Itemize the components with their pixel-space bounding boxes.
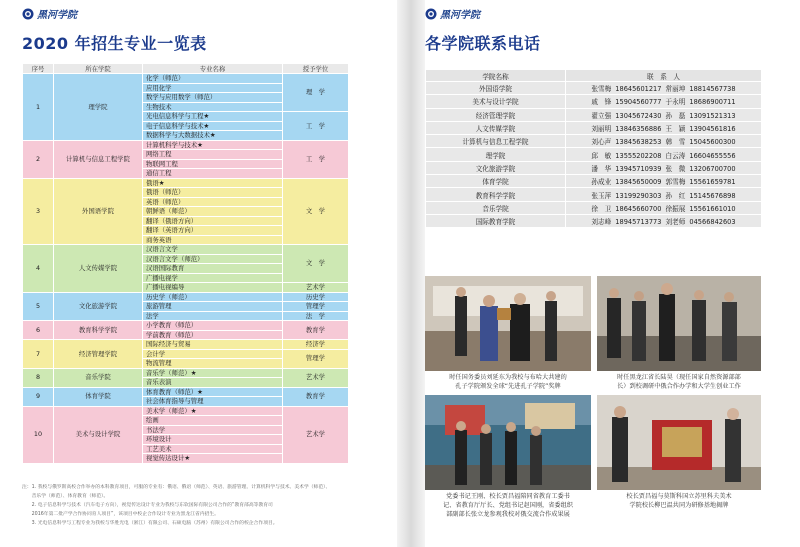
major-name: 广播电视编导: [143, 283, 283, 293]
degree-name: 历史学: [283, 292, 349, 302]
contact-row: [426, 175, 762, 188]
major-name: 音乐表演: [143, 378, 283, 388]
caption-line: 长）到校调研中俄合作办学和大学生创业工作: [617, 383, 741, 390]
contact-college: 经济管理学院: [426, 108, 566, 121]
contact-college: 文化旅游学院: [426, 161, 566, 174]
major-name: 翻译（英语方向）: [143, 226, 283, 236]
photo-caption: [425, 492, 591, 519]
college-name: 人文传媒学院: [54, 245, 143, 293]
photo-award-ceremony: [425, 276, 591, 371]
major-name: 工艺美术: [143, 444, 283, 454]
major-name: 朝鲜语（师范）: [143, 207, 283, 217]
majors-header-cell: 授予学位: [283, 64, 349, 74]
contact-row: [426, 95, 762, 108]
page-title-contacts: 各学院联系电话: [425, 34, 541, 53]
photo-governor-visit: [597, 276, 761, 371]
group-number: 10: [23, 406, 54, 463]
degree-name: 工 学: [283, 140, 349, 178]
college-name: 教育科学学院: [54, 321, 143, 340]
school-name: 黑河学院: [440, 10, 480, 21]
major-name: 旅游管理: [143, 302, 283, 312]
contact-college: 外国语学院: [426, 82, 566, 95]
footnote-line: 2. 电子信息科学与技术（汽车电子方向），视觉传达设计专业为我校与东软国际有限公司合作的“教育部高等教育司: [22, 503, 273, 508]
group-number: 4: [23, 245, 54, 293]
major-name: 化学（师范）: [143, 74, 283, 84]
degree-name: 法 学: [283, 311, 349, 321]
caption-line: 记、省教育厅厅长、党组书记赵国刚，省委组织: [443, 502, 573, 509]
major-name: 商务英语: [143, 235, 283, 245]
footnotes: [22, 483, 372, 528]
contact-row: [426, 214, 762, 227]
caption-line: 部副部长张立龙参观我校对俄交流合作成果展: [446, 511, 570, 518]
major-name: 小学教育（师范）: [143, 321, 283, 331]
contact-persons: 邱 敏 13555202208 白云涛 16604655556: [566, 148, 762, 161]
caption-line: 孔子学院颁发全球“先进孔子学院”奖牌: [455, 383, 561, 390]
major-name: 数学与应用数学（师范）: [143, 93, 283, 103]
major-row: [23, 406, 349, 416]
degree-name: 教育学: [283, 387, 349, 406]
major-name: 俄语★: [143, 178, 283, 188]
major-name: 汉语国际教育: [143, 264, 283, 274]
contact-persons: 潘 华 13945710939 张 微 13206700700: [566, 161, 762, 174]
major-name: 计算机科学与技术★: [143, 140, 283, 150]
photo-caption: [425, 373, 591, 391]
footnote-line: 2016年第二批产学合作协同育人项目”，该项目中校企合作设计专业为黑龙江省内招生。: [22, 512, 219, 517]
major-name: 英语（师范）: [143, 197, 283, 207]
degree-name: 工 学: [283, 112, 349, 141]
school-emblem-icon: [425, 8, 437, 20]
header-contact: 联 系 人: [566, 70, 762, 82]
footnote-line: 3. 光电信息科学与工程专业为我校与华胜光电（浙江）有限公司、石硕电脑（苏州）有限公司合作的校企合作项目。: [22, 521, 278, 526]
school-logo-left: [22, 6, 77, 21]
major-name: 光电信息科学与工程★: [143, 112, 283, 122]
major-name: 物联网工程: [143, 159, 283, 169]
contact-persons: 张玉萍 13199290303 孙 红 15145676898: [566, 188, 762, 201]
contact-college: 教育科学学院: [426, 188, 566, 201]
contacts-table: [425, 69, 762, 228]
contact-row: [426, 135, 762, 148]
college-name: 理学院: [54, 74, 143, 141]
contact-college: 理学院: [426, 148, 566, 161]
major-name: 环境设计: [143, 435, 283, 445]
major-name: 国际经济与贸易: [143, 340, 283, 350]
group-number: 7: [23, 340, 54, 369]
major-name: 网络工程: [143, 150, 283, 160]
group-number: 1: [23, 74, 54, 141]
major-name: 学前教育（师范）: [143, 330, 283, 340]
college-name: 外国语学院: [54, 178, 143, 245]
major-name: 绘画: [143, 416, 283, 426]
group-number: 5: [23, 292, 54, 321]
major-name: 电子信息科学与技术★: [143, 121, 283, 131]
major-row: [23, 340, 349, 350]
caption-line: 学院校长柳巴温共同为研修基地揭牌: [629, 502, 729, 509]
group-number: 2: [23, 140, 54, 178]
major-name: 汉语言文学: [143, 245, 283, 255]
page-title-majors: 2020 年招生专业一览表: [22, 34, 207, 53]
major-row: [23, 245, 349, 255]
contact-row: [426, 108, 762, 121]
contact-college: 计算机与信息工程学院: [426, 135, 566, 148]
degree-name: 艺术学: [283, 368, 349, 387]
contact-persons: 翟立强 13045672430 孙 磊 13091521313: [566, 108, 762, 121]
contact-persons: 戚 锋 15904560777 于永明 18686900711: [566, 95, 762, 108]
contact-persons: 刘丽明 13846356886 王 颖 13904561816: [566, 121, 762, 134]
contact-persons: 刘志峰 18945713773 刘老师 04566842603: [566, 214, 762, 227]
major-name: 体育教育（师范）★: [143, 387, 283, 397]
major-name: 通信工程: [143, 169, 283, 179]
major-row: [23, 387, 349, 397]
college-name: 美术与设计学院: [54, 406, 143, 463]
caption-line: 党委书记王刚、校长贾昌福陪同省教育工委书: [446, 493, 570, 500]
major-name: 书法学: [143, 425, 283, 435]
contact-persons: 张雪梅 18645601217 常丽坤 18814567738: [566, 82, 762, 95]
majors-header-cell: 序号: [23, 64, 54, 74]
degree-name: 理 学: [283, 74, 349, 112]
group-number: 8: [23, 368, 54, 387]
major-name: 美术学（师范）★: [143, 406, 283, 416]
major-name: 法学: [143, 311, 283, 321]
contacts-table-header: [426, 70, 762, 82]
degree-name: 管理学: [283, 349, 349, 368]
school-name: 黑河学院: [37, 10, 77, 21]
major-row: [23, 321, 349, 331]
footnote-line: 注：1. 我校与俄罗斯高校合作举办的本科教育项目，可服的专业有：俄语、俄语（师范）、英语、旅游管理、计算机科学与技术、美术学（师范）、: [22, 485, 331, 490]
footnote-line: 音乐学（师范）、体育教育（师范）。: [22, 494, 109, 499]
contact-college: 国际教育学院: [426, 214, 566, 227]
college-name: 计算机与信息工程学院: [54, 140, 143, 178]
contact-persons: 孙成业 13845650009 郭雪梅 15561659781: [566, 175, 762, 188]
majors-table-header: [23, 64, 349, 74]
contact-row: [426, 82, 762, 95]
majors-table: [22, 63, 349, 464]
contact-college: 人文传媒学院: [426, 121, 566, 134]
header-college: 学院名称: [426, 70, 566, 82]
major-row: [23, 292, 349, 302]
contact-college: 体育学院: [426, 175, 566, 188]
major-name: 历史学（师范）: [143, 292, 283, 302]
college-name: 文化旅游学院: [54, 292, 143, 321]
major-name: 汉语言文学（师范）: [143, 254, 283, 264]
group-number: 3: [23, 178, 54, 245]
major-name: 俄语（师范）: [143, 188, 283, 198]
major-name: 翻译（俄语方向）: [143, 216, 283, 226]
caption-line: 校长贾昌福与莫斯科国立苏里科夫美术: [626, 493, 732, 500]
degree-name: 文 学: [283, 245, 349, 283]
major-row: [23, 368, 349, 378]
college-name: 体育学院: [54, 387, 143, 406]
major-name: 社会体育指导与管理: [143, 397, 283, 407]
major-row: [23, 178, 349, 188]
major-name: 视觉传达设计★: [143, 454, 283, 464]
photo-exhibition-visit: [425, 395, 591, 490]
contact-row: [426, 201, 762, 214]
degree-name: 管理学: [283, 302, 349, 312]
caption-line: 时任黑龙江省长陆昊（现任国家自然资源部部: [617, 374, 741, 381]
college-name: 经济管理学院: [54, 340, 143, 369]
major-name: 音乐学（师范）★: [143, 368, 283, 378]
college-name: 音乐学院: [54, 368, 143, 387]
page-gutter: [397, 0, 425, 547]
majors-header-cell: 所在学院: [54, 64, 143, 74]
degree-name: 文 学: [283, 178, 349, 245]
contact-row: [426, 148, 762, 161]
school-emblem-icon: [22, 8, 34, 20]
contact-persons: 刘心声 13845638253 韩 雪 15045600300: [566, 135, 762, 148]
contact-row: [426, 161, 762, 174]
major-name: 应用化学: [143, 83, 283, 93]
major-name: 数据科学与大数据技术★: [143, 131, 283, 141]
contact-college: 美术与设计学院: [426, 95, 566, 108]
major-name: 广播电视学: [143, 273, 283, 283]
degree-name: 教育学: [283, 321, 349, 340]
group-number: 9: [23, 387, 54, 406]
degree-name: 艺术学: [283, 406, 349, 463]
major-row: [23, 140, 349, 150]
major-name: 生物技术: [143, 102, 283, 112]
photo-plaque-unveiling: [597, 395, 761, 490]
contact-row: [426, 121, 762, 134]
contact-persons: 徐 卫 18645660700 徐振展 15561661010: [566, 201, 762, 214]
majors-header-cell: 专业名称: [143, 64, 283, 74]
caption-line: 时任国务委员刘延东为我校与布哈大共建的: [449, 374, 567, 381]
group-number: 6: [23, 321, 54, 340]
contact-row: [426, 188, 762, 201]
major-name: 会计学: [143, 349, 283, 359]
contact-college: 音乐学院: [426, 201, 566, 214]
school-logo-right: [425, 6, 480, 21]
degree-name: 艺术学: [283, 283, 349, 293]
photo-caption: [597, 373, 761, 391]
degree-name: 经济学: [283, 340, 349, 350]
major-row: [23, 74, 349, 84]
photo-caption: [597, 492, 761, 510]
major-name: 物流管理: [143, 359, 283, 369]
